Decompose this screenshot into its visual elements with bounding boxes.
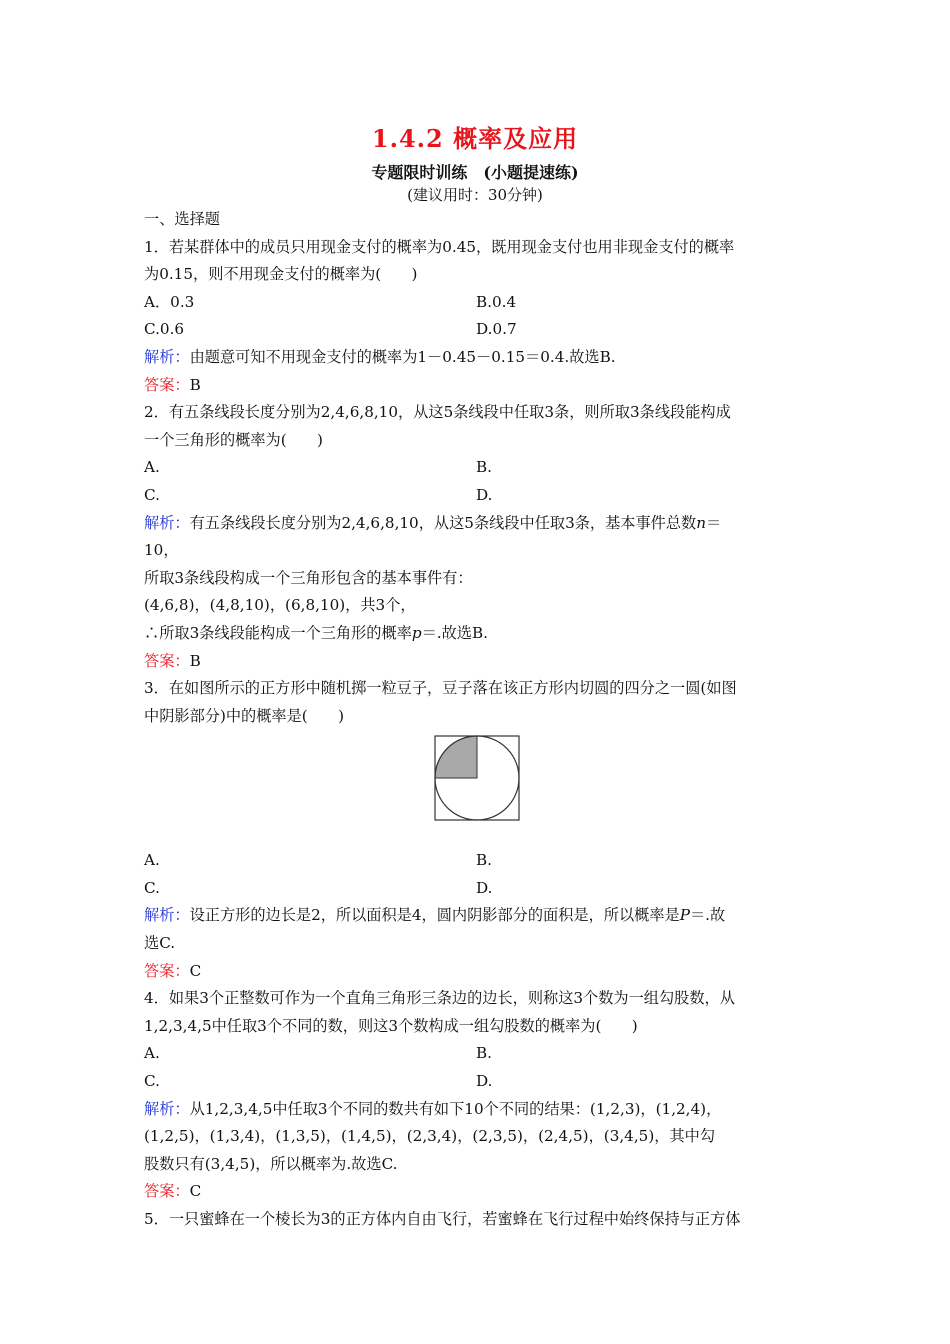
q1-stem-line2: 为0.15，则不用现金支付的概率为( ) <box>144 265 418 284</box>
q3-analysis-line1 <box>144 902 808 930</box>
q3-option-d: D. <box>476 878 493 897</box>
q4-option-d: D. <box>476 1072 493 1091</box>
q4-answer <box>144 1178 808 1206</box>
q3-answer-value: C <box>189 961 202 980</box>
q2-analysis-line5 <box>144 620 808 648</box>
q3-analysis-line2: 选C. <box>144 934 176 953</box>
q4-analysis-line1 <box>144 1096 808 1124</box>
q2-analysis-line1 <box>144 510 808 538</box>
q1-option-c: C.0.6 <box>144 320 185 339</box>
q4-answer-label: 答案： <box>144 1182 190 1201</box>
q1-option-d: D.0.7 <box>476 320 517 339</box>
q4-answer-value: C <box>189 1182 202 1201</box>
q3-analysis-label: 解析： <box>144 906 190 925</box>
q1-answer-label: 答案： <box>144 375 190 394</box>
q4-stem-line1: 4．如果3个正整数可作为一个直角三角形三条边的边长，则称这3个数为一组勾股数，从 <box>144 989 735 1008</box>
q3-analysis-eq: ＝.故 <box>689 906 726 925</box>
q2-analysis-eq: ＝ <box>706 513 722 532</box>
q1-option-b: B.0.4 <box>476 292 517 311</box>
q2-analysis-conclusion: ＝.故选B. <box>421 623 488 642</box>
q5-stem-line1: 5．一只蜜蜂在一个棱长为3的正方体内自由飞行，若蜜蜂在飞行过程中始终保持与正方体 <box>144 1210 741 1228</box>
section-heading: 一、选择题 <box>144 210 220 228</box>
q1-options-row1 <box>144 289 808 317</box>
q2-answer <box>144 648 808 676</box>
q1-analysis-label: 解析： <box>144 347 190 366</box>
time-hint: (建议用时：30分钟) <box>407 186 543 204</box>
q3-stem-line1: 3．在如图所示的正方形中随机掷一粒豆子，豆子落在该正方形内切圆的四分之一圆(如图 <box>144 679 737 698</box>
q1-answer <box>144 372 808 400</box>
page-subtitle: 专题限时训练 (小题提速练) <box>371 163 579 182</box>
q4-option-c: C. <box>144 1072 160 1091</box>
q1-answer-value: B <box>189 375 201 394</box>
page-title: 1.4.2 概率及应用 <box>371 124 579 153</box>
square-inscribed-circle-figure <box>434 735 520 821</box>
q2-analysis-line2: 10， <box>144 541 179 560</box>
q3-analysis-var-p: P <box>679 906 690 925</box>
q3-options-row1 <box>144 847 808 875</box>
q3-option-b: B. <box>476 851 492 870</box>
q4-analysis-line3: 股数只有(3,4,5)，所以概率为.故选C. <box>144 1154 398 1173</box>
q2-option-c: C. <box>144 485 160 504</box>
q4-analysis-label: 解析： <box>144 1099 190 1118</box>
q4-option-a: A. <box>144 1044 160 1063</box>
q1-stem-line1: 1．若某群体中的成员只用现金支付的概率为0.45，既用现金支付也用非现金支付的概率 <box>144 237 735 256</box>
content-body <box>144 206 808 1234</box>
q3-answer <box>144 958 808 986</box>
q4-analysis-line2: (1,2,5)，(1,3,4)，(1,3,5)，(1,4,5)，(2,3,4)，(2,3,5)，(2,4,5)，(3,4,5)，其中勾 <box>144 1127 716 1146</box>
q2-answer-label: 答案： <box>144 651 190 670</box>
q4-analysis-text1: 从1,2,3,4,5中任取3个不同的数共有如下10个不同的结果：(1,2,3)，(1,2,4)， <box>189 1099 722 1118</box>
q2-analysis-text5: ∴所取3条线段能构成一个三角形的概率 <box>144 623 412 642</box>
q2-analysis-line4: (4,6,8)，(4,8,10)，(6,8,10)，共3个， <box>144 596 416 615</box>
q4-options-row2 <box>144 1068 808 1096</box>
q2-options-row1 <box>144 454 808 482</box>
q2-analysis-var-p: p <box>411 623 422 642</box>
q2-option-a: A. <box>144 458 160 477</box>
q2-analysis-label: 解析： <box>144 513 190 532</box>
q2-analysis-var-n: n <box>696 513 707 532</box>
q2-analysis-text1: 有五条线段长度分别为2,4,6,8,10，从这5条线段中任取3条，基本事件总数 <box>189 513 697 532</box>
q4-stem-line2: 1,2,3,4,5中任取3个不同的数，则这3个数构成一组勾股数的概率为( ) <box>144 1016 638 1035</box>
q2-stem-line1: 2．有五条线段长度分别为2,4,6,8,10，从这5条线段中任取3条，则所取3条线段能构成 <box>144 403 731 422</box>
q3-option-a: A. <box>144 851 160 870</box>
q4-option-b: B. <box>476 1044 492 1063</box>
q1-option-a: A．0.3 <box>144 292 195 311</box>
q2-stem-line2: 一个三角形的概率为( ) <box>144 430 323 449</box>
q2-answer-value: B <box>189 651 201 670</box>
q3-analysis-text1: 设正方形的边长是2，所以面积是4，圆内阴影部分的面积是，所以概率是 <box>189 906 680 925</box>
q4-options-row1 <box>144 1040 808 1068</box>
q1-analysis-text: 由题意可知不用现金支付的概率为1－0.45－0.15＝0.4.故选B. <box>189 347 616 366</box>
q3-figure <box>144 730 808 847</box>
q2-option-d: D. <box>476 485 493 504</box>
q3-options-row2 <box>144 875 808 903</box>
q2-options-row2 <box>144 482 808 510</box>
q3-answer-label: 答案： <box>144 961 190 980</box>
q2-option-b: B. <box>476 458 492 477</box>
q3-stem-line2: 中阴影部分)中的概率是( ) <box>144 706 345 725</box>
q2-analysis-line3: 所取3条线段构成一个三角形包含的基本事件有： <box>144 568 473 587</box>
q1-options-row2 <box>144 316 808 344</box>
q1-analysis <box>144 344 808 372</box>
q3-option-c: C. <box>144 878 160 897</box>
